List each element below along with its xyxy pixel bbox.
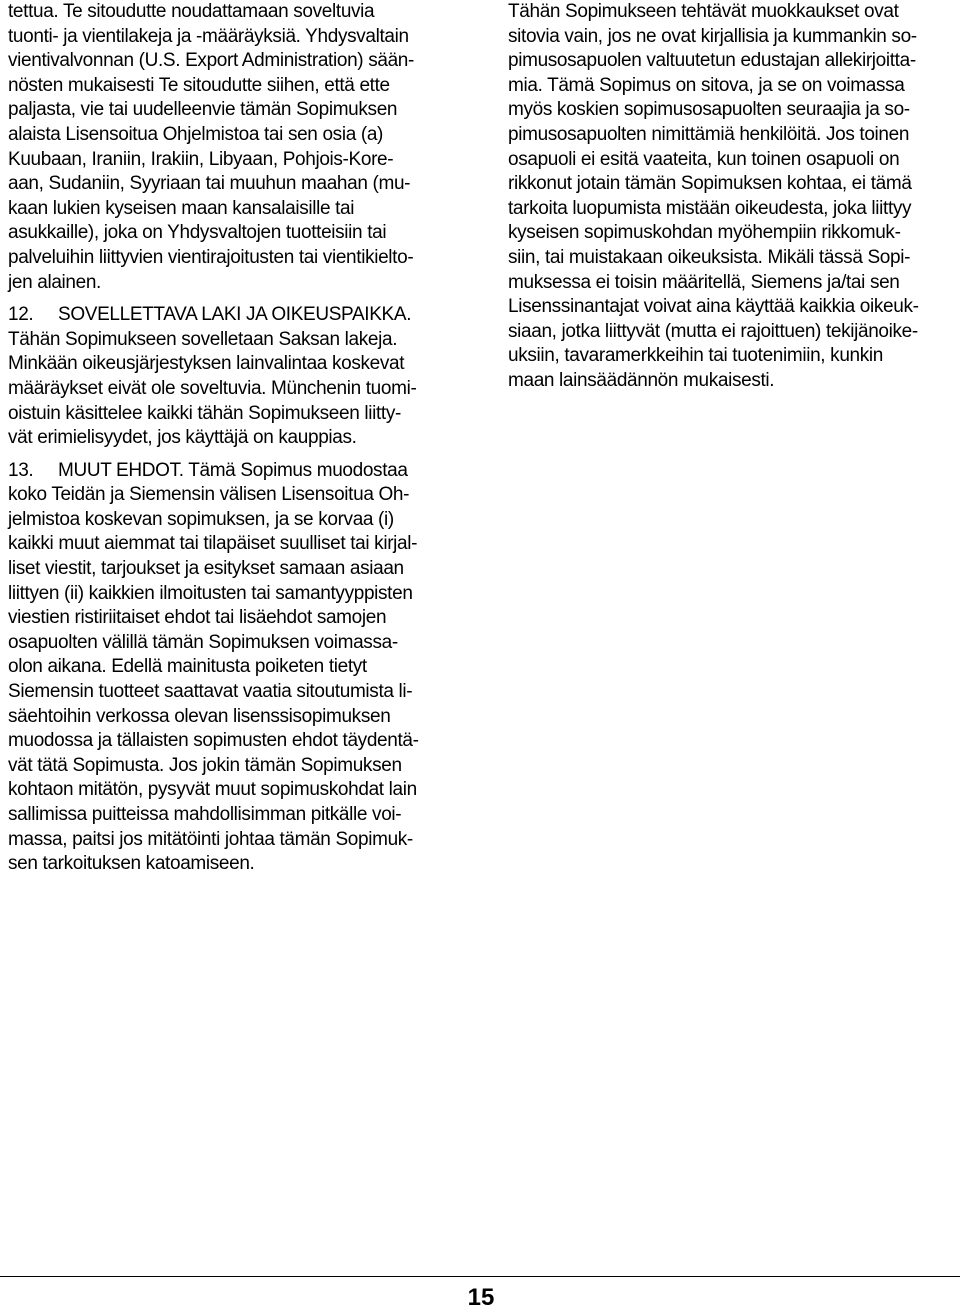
text-line: tuonti- ja vientilakeja ja -määräyksiä. Yhdysvaltain	[8, 25, 409, 47]
text-line: maan lainsäädännön mukaisesti.	[508, 369, 775, 391]
text-line: nösten mukaisesti Te sitoudutte siihen, että ette	[8, 74, 390, 96]
text-line: sitovia vain, jos ne ovat kirjallisia ja kummankin so-	[508, 25, 917, 47]
footer-divider	[0, 1276, 960, 1277]
text-line: alaista Lisensoitua Ohjelmistoa tai sen osia (a)	[8, 123, 384, 145]
text-line: siaan, jotka liittyvät (mutta ei rajoittuen) tekijänoike-	[508, 320, 918, 342]
text-line: määräykset eivät ole soveltuvia. Münchenin tuomi-	[8, 377, 417, 399]
page-number: 15	[467, 1284, 495, 1311]
text-line: vät tätä Sopimusta. Jos jokin tämän Sopimuksen	[8, 754, 402, 776]
text-line: osapuoli ei esitä vaateita, kun toinen osapuoli on	[508, 148, 900, 170]
text-line: asukkaille), joka on Yhdysvaltojen tuotteisiin tai	[8, 222, 387, 244]
text-line: kyseisen sopimuskohdan myöhempiin rikkomuk-	[508, 222, 901, 244]
text-line: oistuin käsittelee kaikki tähän Sopimukseen liitty-	[8, 402, 401, 424]
text-line: Siemensin tuotteet saattavat vaatia sitoutumista li-	[8, 681, 413, 703]
text-line: sen tarkoituksen katoamiseen.	[8, 853, 255, 875]
text-line: kaan lukien kyseisen maan kansalaisille tai	[8, 197, 355, 219]
text-line: massa, paitsi jos mitätöinti johtaa tämän Sopimuk-	[8, 828, 413, 850]
text-line: kohtaon mitätön, pysyvät muut sopimuskohdat lain	[8, 779, 417, 801]
text-line: kaikki muut aiemmat tai tilapäiset suulliset tai kirjal-	[8, 533, 418, 555]
text-line: Tähän Sopimukseen tehtävät muokkaukset ovat	[508, 1, 899, 22]
text-line: viestien ristiriitaiset ehdot tai lisäehdot samojen	[8, 607, 387, 629]
section-12-heading	[8, 303, 468, 328]
text-line: jen alainen.	[8, 271, 101, 293]
text-line: jelmistoa koskevan sopimuksen, ja se korvaa (i)	[8, 508, 394, 530]
text-line: Minkään oikeusjärjestyksen lainvalintaa koskevat	[8, 353, 405, 375]
text-line: uksiin, tavaramerkkeihin tai tuotenimiin, kunkin	[508, 345, 883, 367]
text-line: muksessa ei toisin määritellä, Siemens ja/tai sen	[508, 271, 900, 293]
text-line: mia. Tämä Sopimus on sitova, ja se on voimassa	[508, 74, 905, 96]
text-line: rikkonut jotain tämän Sopimuksen kohtaa, ei tämä	[508, 173, 912, 195]
section-number: 12.	[8, 304, 34, 326]
text-line: vät erimielisyydet, jos käyttäjä on kauppias.	[8, 427, 357, 449]
text-line: Lisenssinantajat voivat aina käyttää kaikkia oikeuk-	[508, 296, 919, 318]
section-number: 13.	[8, 459, 34, 481]
section-title: SOVELLETTAVA LAKI JA OIKEUSPAIKKA.	[58, 304, 412, 326]
section-13-heading	[8, 459, 468, 484]
section-title: MUUT EHDOT. Tämä Sopimus muodostaa	[58, 459, 408, 481]
section-12-governing-law	[8, 303, 468, 451]
amendments-paragraph	[508, 0, 958, 394]
text-line: liittyen (ii) kaikkien ilmoitusten tai samantyyppisten	[8, 582, 413, 604]
text-line: siin, tai muistakaan oikeuksista. Mikäli tässä Sopi-	[508, 246, 911, 268]
text-line: sallimissa puitteissa mahdollisimman pitkälle voi-	[8, 804, 402, 825]
text-line: palveluihin liittyvien vientirajoitusten tai vientikielto-	[8, 246, 414, 268]
text-line: liset viestit, tarjoukset ja esitykset samaan asiaan	[8, 558, 404, 580]
text-line: vientivalvonnan (U.S. Export Administration) sään-	[8, 50, 414, 72]
text-line: pimusosapuolten nimittämiä henkilöitä. Jos toinen	[508, 123, 910, 145]
text-line: paljasta, vie tai uudelleenvie tämän Sopimuksen	[8, 99, 398, 121]
section-13-other-terms	[8, 459, 468, 877]
text-line: Tähän Sopimukseen sovelletaan Saksan lakeja.	[8, 328, 398, 350]
left-column	[8, 0, 468, 877]
text-line: tettua. Te sitoudutte noudattamaan soveltuvia	[8, 1, 375, 22]
text-line: tarkoita luopumista mistään oikeudesta, joka liittyy	[508, 197, 912, 219]
text-line: säehtoihin verkossa olevan lisenssisopimuksen	[8, 705, 391, 727]
export-control-paragraph	[8, 0, 468, 295]
text-line: koko Teidän ja Siemensin välisen Lisensoitua Oh-	[8, 484, 410, 506]
text-line: pimusosapuolen valtuutetun edustajan allekirjoitta-	[508, 50, 916, 72]
right-column	[508, 0, 958, 394]
text-line: myös koskien sopimusosapuolten seuraajia ja so-	[508, 99, 910, 121]
text-line: muodossa ja tällaisten sopimusten ehdot täydentä-	[8, 730, 419, 752]
text-line: osapuolten välillä tämän Sopimuksen voimassa-	[8, 631, 398, 653]
text-line: olon aikana. Edellä mainitusta poiketen tietyt	[8, 656, 367, 678]
text-line: aan, Sudaniin, Syyriaan tai muuhun maahan (mu-	[8, 173, 411, 195]
text-line: Kuubaan, Iraniin, Irakiin, Libyaan, Pohjois-Kore-	[8, 148, 394, 170]
